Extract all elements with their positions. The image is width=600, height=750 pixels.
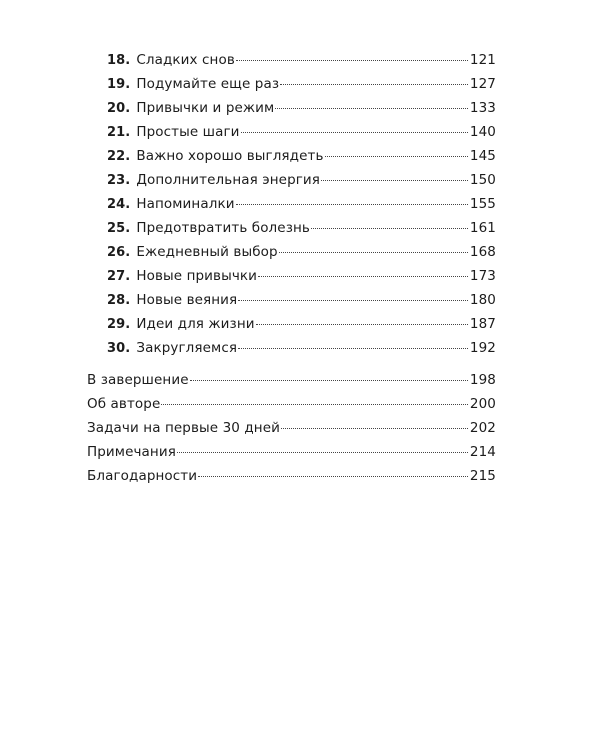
dot-leader: [275, 108, 468, 109]
chapter-title: Новые веяния: [136, 292, 238, 308]
page-number: 214: [469, 444, 496, 460]
section-title: Благодарности: [87, 468, 198, 484]
toc-entry-acknowledgements[interactable]: [87, 466, 496, 486]
toc-entry-chapter-19[interactable]: [107, 74, 496, 94]
dot-leader: [161, 404, 468, 405]
page-number: 198: [469, 372, 496, 388]
page-number: 161: [469, 220, 496, 236]
toc-entry-chapter-23[interactable]: [107, 170, 496, 190]
dot-leader: [238, 300, 468, 301]
chapter-number: 23.: [107, 173, 131, 188]
dot-leader: [190, 380, 468, 381]
dot-leader: [258, 276, 468, 277]
toc-entry-chapter-30[interactable]: [107, 338, 496, 358]
chapter-title: Важно хорошо выглядеть: [136, 148, 324, 164]
toc-entry-tasks-30-days[interactable]: [87, 418, 496, 438]
page-number: 150: [469, 172, 496, 188]
dot-leader: [256, 324, 468, 325]
dot-leader: [325, 156, 468, 157]
section-title: Задачи на первые 30 дней: [87, 420, 280, 436]
page-number: 133: [469, 100, 496, 116]
toc-entry-chapter-18[interactable]: [107, 50, 496, 70]
toc-entry-chapter-28[interactable]: [107, 290, 496, 310]
chapter-number: 25.: [107, 221, 131, 236]
dot-leader: [198, 476, 468, 477]
chapter-title: Сладких снов: [136, 52, 235, 68]
section-title: В завершение: [87, 372, 189, 388]
dot-leader: [280, 84, 468, 85]
page-number: 192: [469, 340, 496, 356]
toc-entry-chapter-25[interactable]: [107, 218, 496, 238]
chapter-number: 21.: [107, 125, 131, 140]
chapter-number: 19.: [107, 77, 131, 92]
chapter-title: Простые шаги: [136, 124, 240, 140]
dot-leader: [241, 132, 468, 133]
chapter-number: 29.: [107, 317, 131, 332]
toc-entry-about-author[interactable]: [87, 394, 496, 414]
toc-entry-chapter-21[interactable]: [107, 122, 496, 142]
dot-leader: [321, 180, 468, 181]
chapter-number: 26.: [107, 245, 131, 260]
dot-leader: [311, 228, 468, 229]
chapter-title: Предотвратить болезнь: [136, 220, 310, 236]
page-number: 168: [469, 244, 496, 260]
dot-leader: [236, 204, 468, 205]
page-number: 140: [469, 124, 496, 140]
page-number: 200: [469, 396, 496, 412]
page-number: 145: [469, 148, 496, 164]
section-title: Об авторе: [87, 396, 161, 412]
toc-entry-notes[interactable]: [87, 442, 496, 462]
page-number: 215: [469, 468, 496, 484]
toc-entry-chapter-20[interactable]: [107, 98, 496, 118]
chapter-title: Ежедневный выбор: [136, 244, 278, 260]
chapter-number: 20.: [107, 101, 131, 116]
chapter-number: 30.: [107, 341, 131, 356]
page-number: 173: [469, 268, 496, 284]
dot-leader: [279, 252, 468, 253]
page-number: 187: [469, 316, 496, 332]
chapter-title: Напоминалки: [136, 196, 235, 212]
dot-leader: [177, 452, 468, 453]
chapter-title: Подумайте еще раз: [136, 76, 280, 92]
toc-entry-chapter-27[interactable]: [107, 266, 496, 286]
chapter-title: Дополнительная энергия: [136, 172, 321, 188]
chapter-title: Закругляемся: [136, 340, 238, 356]
toc-entry-chapter-29[interactable]: [107, 314, 496, 334]
chapter-title: Новые привычки: [136, 268, 258, 284]
toc-entry-conclusion[interactable]: [87, 370, 496, 390]
page-number: 121: [469, 52, 496, 68]
dot-leader: [281, 428, 468, 429]
chapter-number: 27.: [107, 269, 131, 284]
page-number: 155: [469, 196, 496, 212]
dot-leader: [236, 60, 468, 61]
chapter-number: 28.: [107, 293, 131, 308]
chapter-number: 22.: [107, 149, 131, 164]
toc-entry-chapter-22[interactable]: [107, 146, 496, 166]
chapter-number: 18.: [107, 53, 131, 68]
chapter-title: Привычки и режим: [136, 100, 275, 116]
dot-leader: [238, 348, 468, 349]
page-number: 202: [469, 420, 496, 436]
toc-entry-chapter-24[interactable]: [107, 194, 496, 214]
chapter-title: Идеи для жизни: [136, 316, 255, 332]
section-title: Примечания: [87, 444, 176, 460]
toc-entry-chapter-26[interactable]: [107, 242, 496, 262]
page-number: 180: [469, 292, 496, 308]
chapter-number: 24.: [107, 197, 131, 212]
page-number: 127: [469, 76, 496, 92]
